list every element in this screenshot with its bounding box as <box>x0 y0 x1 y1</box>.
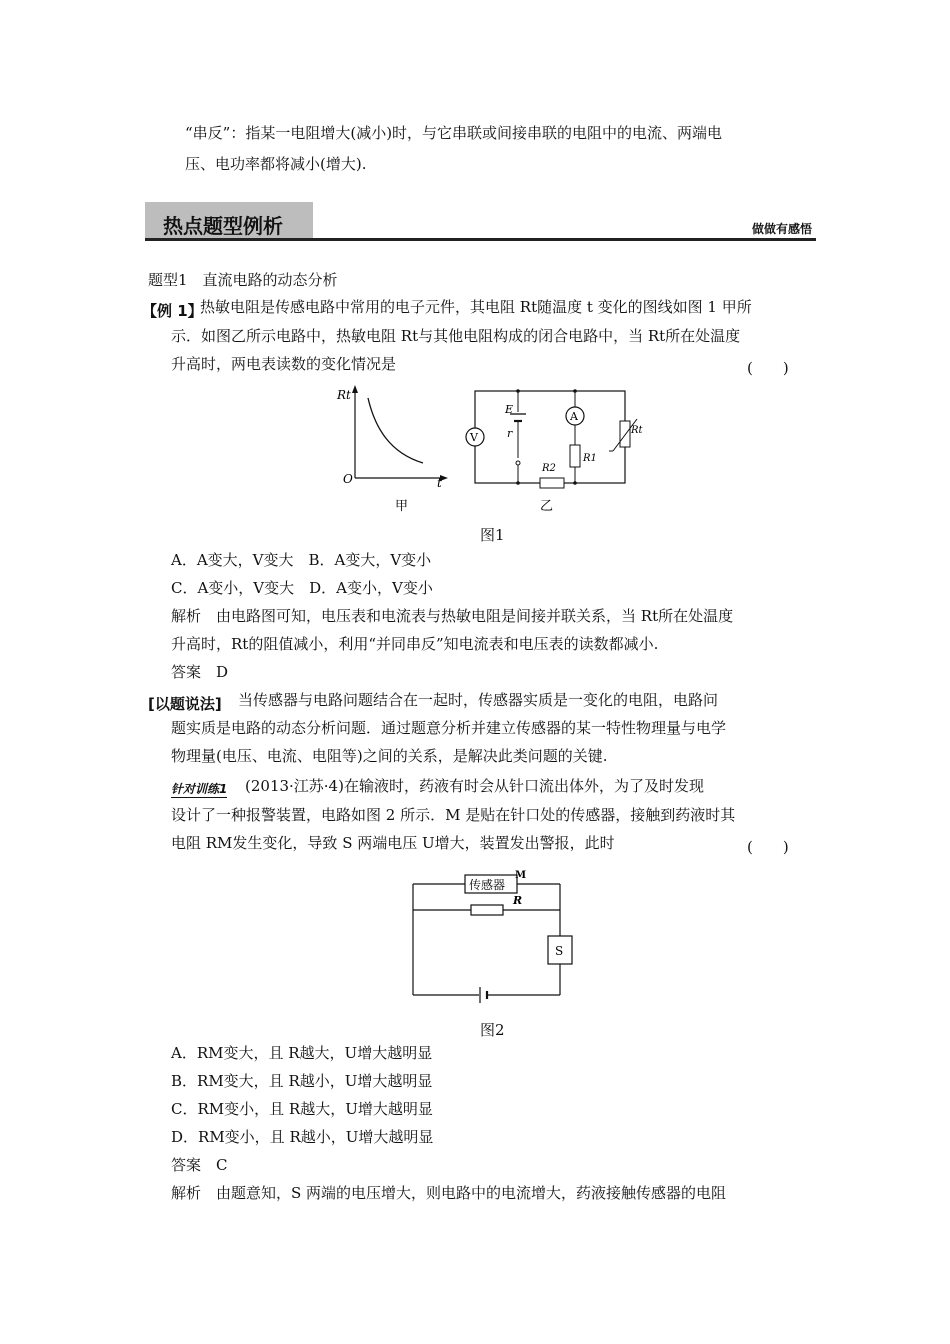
figure1-caption: 图1 <box>480 526 505 544</box>
section-motto: 做做有感悟 <box>751 222 812 236</box>
analysis1-line-2: 升高时，Rt的阻值减小，利用“并同串反”知电流表和电压表的读数都减小. <box>171 635 659 653</box>
svg-text:r: r <box>507 427 513 440</box>
analysis2: 解析 由题意知，S 两端的电压增大，则电路中的电流增大，药液接触传感器的电阻 <box>171 1184 727 1202</box>
analysis1-line-1: 解析 由电路图可知，电压表和电流表与热敏电阻是间接并联关系，当 Rt所在处温度 <box>171 607 734 625</box>
sensor-label: 传感器 <box>469 878 506 892</box>
graph-caption: 甲 <box>395 499 409 513</box>
answer2: 答案 C <box>171 1156 228 1174</box>
options1-line-2: C．A变小，V变大 D．A变小，V变小 <box>171 579 433 597</box>
svg-text:S: S <box>555 944 564 958</box>
figure2-circuit <box>405 868 585 1008</box>
graph-y-label: Rt <box>337 388 351 402</box>
example-line-2: 示．如图乙所示电路中，热敏电阻 Rt与其他电阻构成的闭合电路中，当 Rt所在处温度 <box>171 327 741 345</box>
svg-text:V: V <box>470 431 478 444</box>
svg-text:A: A <box>570 410 578 423</box>
method-line-3: 物理量(电压、电流、电阻等)之间的关系，是解决此类问题的关键. <box>171 747 608 765</box>
resistor-r <box>471 905 503 915</box>
answer1: 答案 D <box>171 663 229 681</box>
example-tag: 【例 1】 <box>142 302 203 320</box>
option-c: C．RM变小，且 R越大，U增大越明显 <box>171 1100 433 1118</box>
practice-tag: 针对训练1 <box>171 782 228 796</box>
practice-line-3: 电阻 RM发生变化，导致 S 两端电压 U增大，装置发出警报，此时 <box>171 834 615 852</box>
method-tag: [以题说法] <box>148 695 222 713</box>
graph-x-label: t <box>437 476 442 490</box>
option-b: B．RM变大，且 R越小，U增大越明显 <box>171 1072 433 1090</box>
svg-text:R: R <box>513 894 523 907</box>
svg-text:Rt: Rt <box>631 425 643 436</box>
answer-paren-2: ( ) <box>747 838 789 856</box>
answer-paren-1: ( ) <box>747 359 789 377</box>
example-line-1: 热敏电阻是传感电路中常用的电子元件，其电阻 Rt随温度 t 变化的图线如图 1 甲所 <box>200 298 752 316</box>
svg-text:E: E <box>505 403 514 416</box>
section-title: 热点题型例析 <box>163 214 283 238</box>
svg-text:R1: R1 <box>583 453 597 464</box>
option-a: A．RM变大，且 R越大，U增大越明显 <box>171 1044 433 1062</box>
topic-heading: 题型1 直流电路的动态分析 <box>148 271 338 289</box>
figure2-caption: 图2 <box>480 1021 505 1039</box>
graph-origin-label: O <box>343 472 353 486</box>
practice-line-2: 设计了一种报警装置，电路如图 2 所示．M 是贴在针口处的传感器，接触到药液时其 <box>171 806 736 824</box>
method-line-2: 题实质是电路的动态分析问题．通过题意分析并建立传感器的某一特性物理量与电学 <box>171 719 727 737</box>
figure1-circuit <box>455 383 645 513</box>
sensor-m-label: M <box>515 870 527 881</box>
intro-line-2: 压、电功率都将减小(增大). <box>185 155 367 173</box>
figure1-graph <box>335 383 455 513</box>
svg-text:R2: R2 <box>542 463 556 474</box>
intro-line-1: “串反”：指某一电阻增大(减小)时，与它串联或间接串联的电阻中的电流、两端电 <box>185 124 723 142</box>
section-banner <box>145 200 816 242</box>
example-line-3: 升高时，两电表读数的变化情况是 <box>171 355 397 373</box>
option-d: D．RM变小，且 R越小，U增大越明显 <box>171 1128 434 1146</box>
options1-line-1: A．A变大，V变大 B．A变大，V变小 <box>171 551 432 569</box>
circuit-caption: 乙 <box>540 499 554 513</box>
method-line-1: 当传感器与电路问题结合在一起时，传感器实质是一变化的电阻，电路问 <box>238 691 719 709</box>
practice-line-1: (2013·江苏·4)在输液时，药液有时会从针口流出体外，为了及时发现 <box>245 777 704 795</box>
